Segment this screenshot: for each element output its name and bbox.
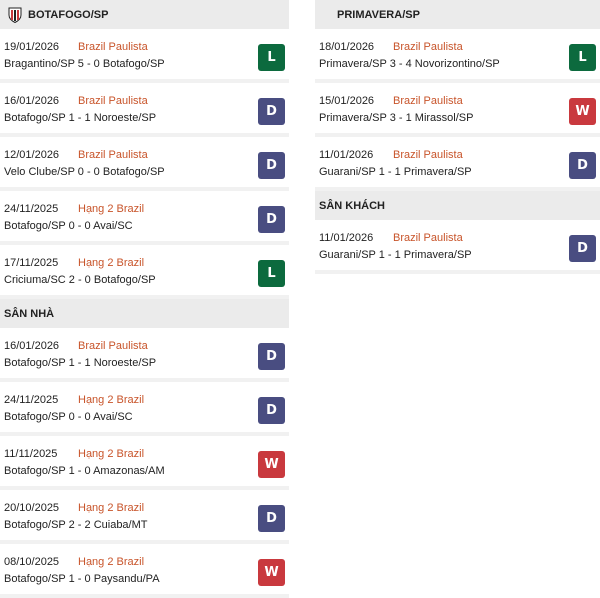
match-score: Guarani/SP 1 - 1 Primavera/SP xyxy=(319,166,472,178)
match-date: 24/11/2025 xyxy=(4,394,59,406)
match-date: 11/11/2025 xyxy=(4,448,58,460)
match-score: Botafogo/SP 1 - 1 Noroeste/SP xyxy=(4,357,157,369)
result-badge: D xyxy=(569,235,596,262)
match-row[interactable] xyxy=(0,490,289,544)
match-score: Bragantino/SP 5 - 0 Botafogo/SP xyxy=(4,58,165,70)
match-row[interactable] xyxy=(315,29,600,83)
result-badge: W xyxy=(569,98,596,125)
result-badge: D xyxy=(258,152,285,179)
botafogo-shield-icon xyxy=(8,7,22,23)
match-competition[interactable]: Hạng 2 Brazil xyxy=(78,257,145,269)
home-matches-list xyxy=(0,328,289,598)
result-badge: L xyxy=(569,44,596,71)
team-header xyxy=(315,0,600,29)
match-date: 17/11/2025 xyxy=(4,257,59,269)
match-score: Velo Clube/SP 0 - 0 Botafogo/SP xyxy=(4,166,165,178)
match-competition[interactable]: Hạng 2 Brazil xyxy=(78,448,145,460)
match-row[interactable] xyxy=(0,245,289,299)
result-badge: D xyxy=(258,343,285,370)
match-row[interactable] xyxy=(0,436,289,490)
match-row[interactable] xyxy=(0,29,289,83)
match-competition[interactable]: Hạng 2 Brazil xyxy=(78,502,145,514)
match-score: Botafogo/SP 0 - 0 Avai/SC xyxy=(4,220,133,232)
match-score: Botafogo/SP 2 - 2 Cuiaba/MT xyxy=(4,519,148,531)
match-date: 16/01/2026 xyxy=(4,340,60,352)
match-competition[interactable]: Hạng 2 Brazil xyxy=(78,394,145,406)
match-date: 11/01/2026 xyxy=(319,232,374,244)
match-date: 08/10/2025 xyxy=(4,556,60,568)
match-row[interactable] xyxy=(0,83,289,137)
result-badge: D xyxy=(569,152,596,179)
match-competition[interactable]: Brazil Paulista xyxy=(393,41,463,53)
result-badge: D xyxy=(258,206,285,233)
match-row[interactable] xyxy=(315,137,600,191)
match-date: 18/01/2026 xyxy=(319,41,375,53)
match-row[interactable] xyxy=(0,544,289,598)
match-competition[interactable]: Hạng 2 Brazil xyxy=(78,203,145,215)
match-row[interactable] xyxy=(0,382,289,436)
match-competition[interactable]: Hạng 2 Brazil xyxy=(78,556,145,568)
match-competition[interactable]: Brazil Paulista xyxy=(393,232,463,244)
home-section-label: SÂN NHÀ xyxy=(4,307,55,320)
match-competition[interactable]: Brazil Paulista xyxy=(393,95,463,107)
team-header xyxy=(0,0,289,29)
match-score: Botafogo/SP 1 - 0 Amazonas/AM xyxy=(4,465,165,477)
match-row[interactable] xyxy=(0,328,289,382)
result-badge: L xyxy=(258,44,285,71)
recent-matches-list xyxy=(0,29,289,299)
match-score: Botafogo/SP 1 - 1 Noroeste/SP xyxy=(4,112,157,124)
recent-matches-list xyxy=(315,29,600,191)
match-date: 24/11/2025 xyxy=(4,203,59,215)
match-date: 11/01/2026 xyxy=(319,149,374,161)
away-matches-list xyxy=(315,220,600,274)
away-section-header xyxy=(315,191,600,220)
result-badge: L xyxy=(258,260,285,287)
team-name: BOTAFOGO/SP xyxy=(28,8,109,21)
match-row[interactable] xyxy=(0,137,289,191)
match-score: Botafogo/SP 0 - 0 Avai/SC xyxy=(4,411,133,423)
match-date: 20/10/2025 xyxy=(4,502,60,514)
match-competition[interactable]: Brazil Paulista xyxy=(78,95,148,107)
match-competition[interactable]: Brazil Paulista xyxy=(393,149,463,161)
match-score: Primavera/SP 3 - 1 Mirassol/SP xyxy=(319,112,474,124)
away-section-label: SÂN KHÁCH xyxy=(319,199,385,212)
result-badge: D xyxy=(258,98,285,125)
result-badge: W xyxy=(258,451,285,478)
match-row[interactable] xyxy=(315,220,600,274)
match-score: Primavera/SP 3 - 4 Novorizontino/SP xyxy=(319,58,500,70)
match-score: Criciuma/SC 2 - 0 Botafogo/SP xyxy=(4,274,156,286)
match-date: 15/01/2026 xyxy=(319,95,375,107)
match-score: Botafogo/SP 1 - 0 Paysandu/PA xyxy=(4,573,160,585)
match-date: 16/01/2026 xyxy=(4,95,60,107)
match-competition[interactable]: Brazil Paulista xyxy=(78,41,148,53)
primavera-column xyxy=(315,0,600,274)
match-row[interactable] xyxy=(315,83,600,137)
match-score: Guarani/SP 1 - 1 Primavera/SP xyxy=(319,249,472,261)
match-competition[interactable]: Brazil Paulista xyxy=(78,340,148,352)
match-row[interactable] xyxy=(0,191,289,245)
result-badge: D xyxy=(258,397,285,424)
match-date: 12/01/2026 xyxy=(4,149,60,161)
result-badge: W xyxy=(258,559,285,586)
match-date: 19/01/2026 xyxy=(4,41,60,53)
match-competition[interactable]: Brazil Paulista xyxy=(78,149,148,161)
team-name: PRIMAVERA/SP xyxy=(337,8,420,21)
home-section-header xyxy=(0,299,289,328)
result-badge: D xyxy=(258,505,285,532)
botafogo-column xyxy=(0,0,289,598)
